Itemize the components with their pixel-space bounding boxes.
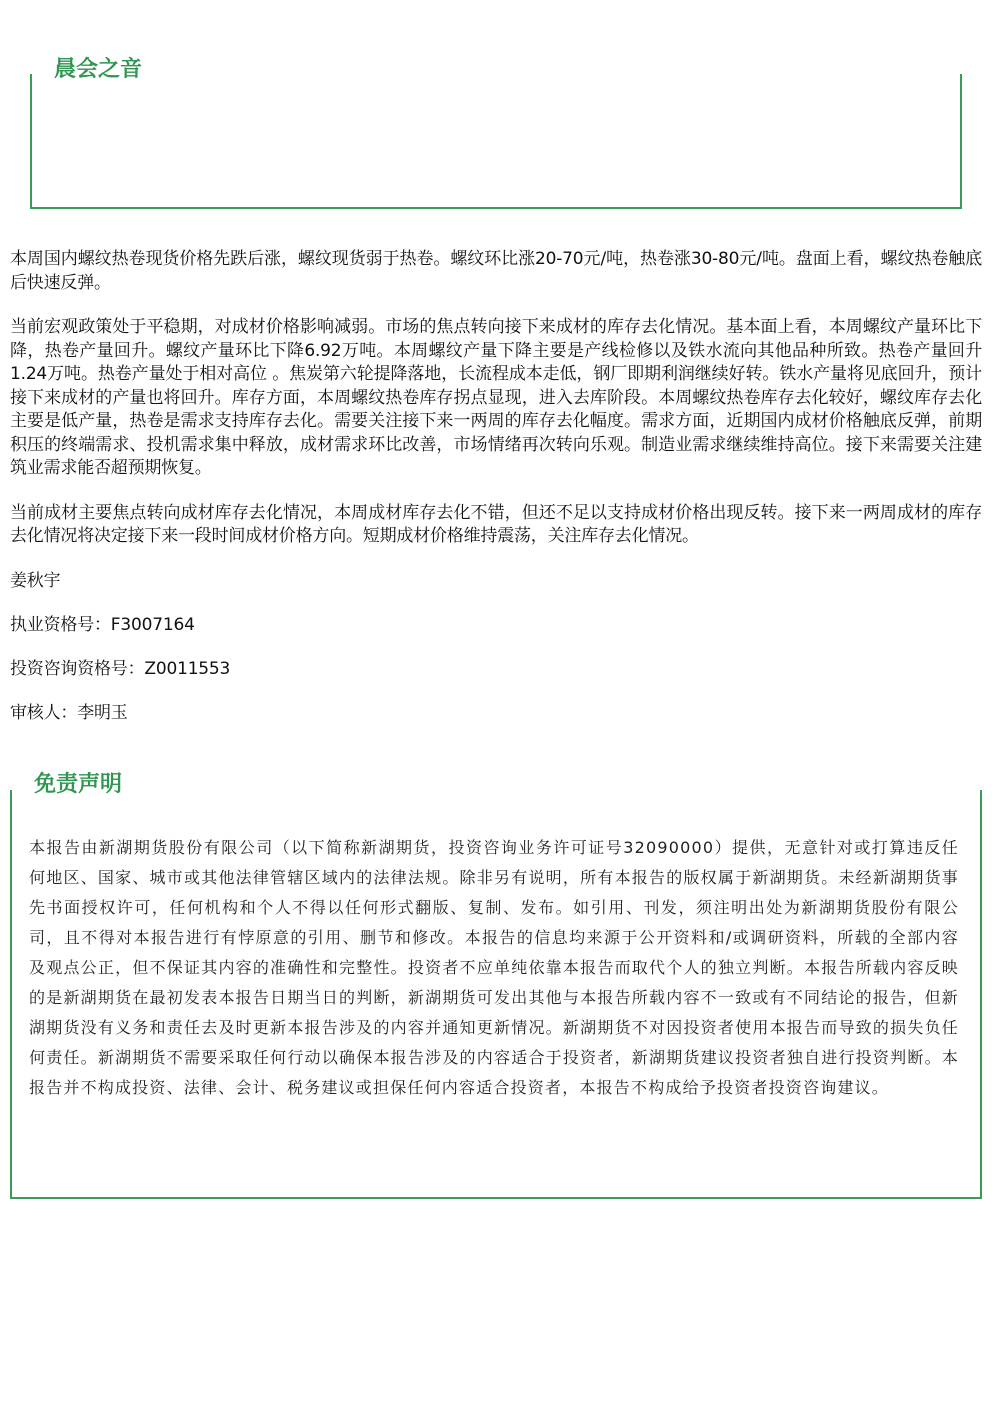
body-paragraph-3: 当前成材主要焦点转向成材库存去化情况，本周成材库存去化不错，但还不足以支持成材价格出现反转。接下来一两周成材的库存去化情况将决定接下来一段时间成材价格方向。短期成材价格维持震荡，关注库存去化情况。	[10, 502, 982, 546]
report-body	[10, 248, 982, 746]
reviewer: 审核人：李明玉	[10, 702, 128, 723]
consult-license-number: 投资咨询资格号：Z0011553	[10, 658, 231, 679]
disclaimer-title: 免责声明	[22, 771, 134, 799]
author-name: 姜秋宇	[10, 570, 61, 591]
morning-section-box	[30, 74, 962, 209]
body-paragraph-2: 当前宏观政策处于平稳期，对成材价格影响减弱。市场的焦点转向接下来成材的库存去化情况。基本面上看，本周螺纹产量环比下降，热卷产量回升。螺纹产量环比下降6.92万吨。本周螺纹产量下降主要是产线检修以及铁水流向其他品种所致。热卷产量回升1.24万吨。热卷产量处于相对高位 。焦炭第六轮提降落地，长流程成本走低，钢厂即期利润继续好转。铁水产量将见底回升，预计接下来成材的产量也将回升。库存方面，本周螺纹热卷库存拐点显现，进入去库阶段。本周螺纹热卷库存去化较好，螺纹库存去化主要是低产量，热卷是需求支持库存去化。需要关注接下来一两周的库存去化幅度。需求方面，近期国内成材价格触底反弹，前期积压的终端需求、投机需求集中释放，成材需求环比改善，市场情绪再次转向乐观。制造业需求继续维持高位。接下来需要关注建筑业需求能否超预期恢复。	[10, 317, 982, 478]
disclaimer-text: 本报告由新湖期货股份有限公司（以下简称新湖期货，投资咨询业务许可证号32090000）提供，无意针对或打算违反任何地区、国家、城市或其他法律管辖区域内的法律法规。除非另有说明，所有本报告的版权属于新湖期货。未经新湖期货事先书面授权许可，任何机构和个人不得以任何形式翻版、复制、发布。如引用、刊发，须注明出处为新湖期货股份有限公司，且不得对本报告进行有悖原意的引用、删节和修改。本报告的信息均来源于公开资料和/或调研资料，所载的全部内容及观点公正，但不保证其内容的准确性和完整性。投资者不应单纯依靠本报告而取代个人的独立判断。本报告所载内容反映的是新湖期货在最初发表本报告日期当日的判断，新湖期货可发出其他与本报告所载内容不一致或有不同结论的报告，但新湖期货没有义务和责任去及时更新本报告涉及的内容并通知更新情况。新湖期货不对因投资者使用本报告而导致的损失负任何责任。新湖期货不需要采取任何行动以确保本报告涉及的内容适合于投资者，新湖期货建议投资者独自进行投资判断。本报告并不构成投资、法律、会计、税务建议或担保任何内容适合投资者，本报告不构成给予投资者投资咨询建议。	[29, 838, 959, 1097]
license-number: 执业资格号：F3007164	[10, 614, 195, 635]
morning-section-title: 晨会之音	[42, 56, 154, 84]
body-paragraph-1: 本周国内螺纹热卷现货价格先跌后涨，螺纹现货弱于热卷。螺纹环比涨20-70元/吨，热卷涨30-80元/吨。盘面上看，螺纹热卷触底后快速反弹。	[10, 249, 982, 293]
